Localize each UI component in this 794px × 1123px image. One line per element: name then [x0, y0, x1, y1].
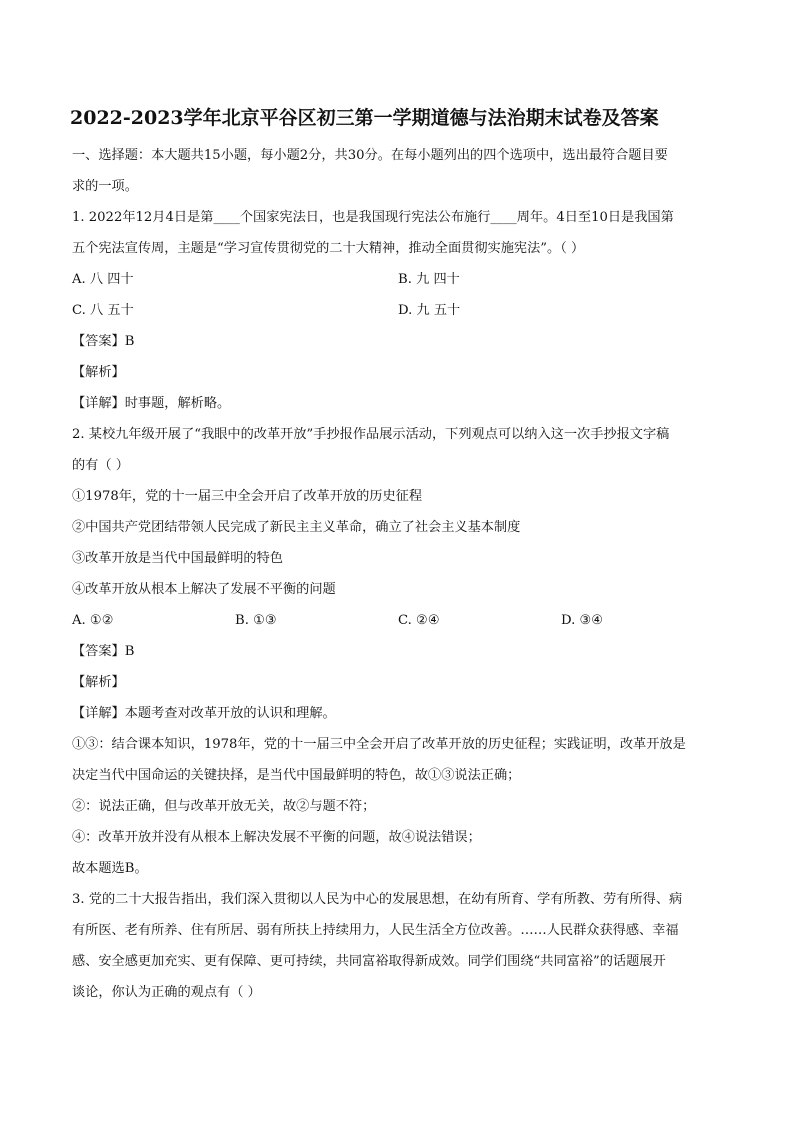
- question-3-stem: 谈论，你认为正确的观点有（ ）: [72, 985, 261, 1000]
- question-1-answer: 【答案】B: [72, 334, 135, 349]
- question-1-detail: 【详解】时事题，解析略。: [72, 396, 231, 411]
- question-2-analysis-label: 【解析】: [72, 675, 125, 690]
- question-1-stem: 五个宪法宣传周，主题是“学习宣传贯彻党的二十大精神，推动全面贯彻实施宪法”。（ ）: [72, 241, 585, 256]
- option-a: A. ①②: [72, 613, 114, 628]
- question-2-stem: 的有（ ）: [72, 458, 129, 473]
- question-2-stem: 2. 某校九年级开展了“我眼中的改革开放”手抄报作品展示活动，下列观点可以纳入这一次手抄报文字稿: [72, 427, 670, 442]
- question-2-detail: 决定当代中国命运的关键抉择，是当代中国最鲜明的特色，故①③说法正确；: [72, 768, 521, 783]
- question-3-stem: 有所医、老有所养、住有所居、弱有所扶上持续用力，人民生活全方位改善。……人民群众获得感、幸福: [72, 923, 679, 938]
- question-2-statement: ②中国共产党团结带领人民完成了新民主主义革命，确立了社会主义基本制度: [72, 520, 521, 535]
- question-2-statement: ①1978年，党的十一届三中全会开启了改革开放的历史征程: [72, 489, 423, 504]
- option-c: C. 八 五十: [72, 303, 134, 318]
- option-a: A. 八 四十: [72, 272, 134, 287]
- option-b: B. 九 四十: [398, 272, 460, 287]
- question-2-detail: ④：改革开放并没有从根本上解决发展不平衡的问题，故④说法错误；: [72, 830, 481, 845]
- question-2-detail: 【详解】本题考查对改革开放的认识和理解。: [72, 706, 336, 721]
- option-c: C. ②④: [398, 613, 440, 628]
- question-2-detail: ①③：结合课本知识，1978年，党的十一届三中全会开启了改革开放的历史征程；实践证明，改革开放是: [72, 737, 686, 752]
- question-2-detail: 故本题选B。: [72, 861, 148, 876]
- section-heading-line: 求的一项。: [72, 179, 138, 194]
- question-1-options: [72, 264, 724, 295]
- question-1-options: [72, 295, 724, 326]
- option-d: D. ③④: [561, 613, 604, 628]
- option-d: D. 九 五十: [398, 303, 461, 318]
- question-2-detail: ②：说法正确，但与改革开放无关，故②与题不符；: [72, 799, 376, 814]
- document-title: 2022-2023学年北京平谷区初三第一学期道德与法治期末试卷及答案: [70, 107, 659, 129]
- question-3-stem: 3. 党的二十大报告指出，我们深入贯彻以人民为中心的发展思想，在幼有所育、学有所教、劳有所得、病: [72, 892, 683, 907]
- question-2-statement: ④改革开放从根本上解决了发展不平衡的问题: [72, 582, 336, 597]
- question-1-stem: 1. 2022年12月4日是第____个国家宪法日，也是我国现行宪法公布施行____周年。4日至10日是我国第: [72, 210, 674, 225]
- question-3-stem: 感、安全感更加充实、更有保障、更可持续，共同富裕取得新成效。同学们围绕“共同富裕”的话题展开: [72, 954, 666, 969]
- question-2-options: [72, 605, 724, 636]
- document-body: [72, 140, 724, 1008]
- question-2-answer: 【答案】B: [72, 644, 135, 659]
- section-heading-line: 一、选择题：本大题共15小题，每小题2分，共30分。在每小题列出的四个选项中，选出最符合题目要: [72, 148, 668, 163]
- option-b: B. ①③: [235, 613, 277, 628]
- question-1-analysis-label: 【解析】: [72, 365, 125, 380]
- question-2-statement: ③改革开放是当代中国最鲜明的特色: [72, 551, 283, 566]
